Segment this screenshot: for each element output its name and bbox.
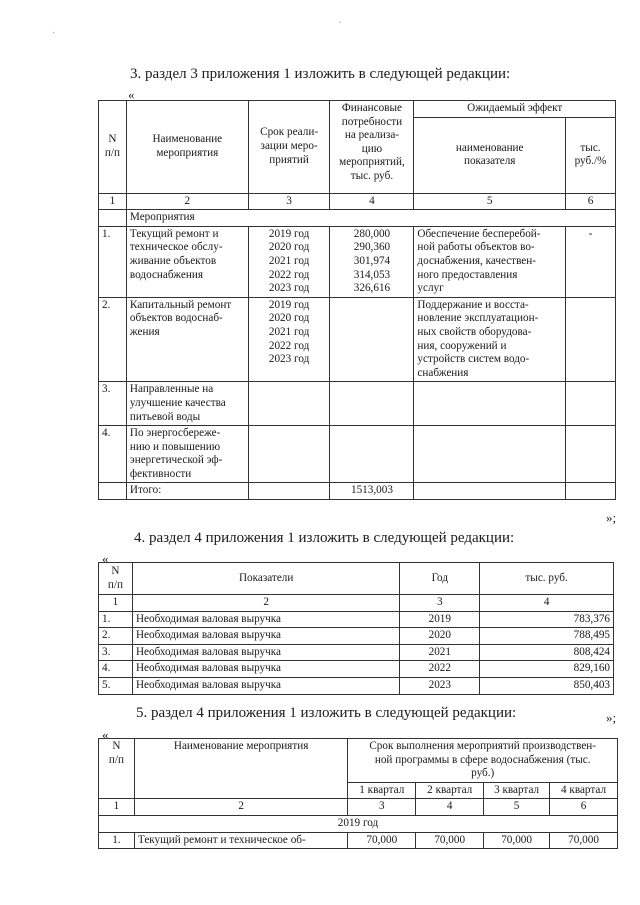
col-header-effect: Ожидаемый эффект <box>414 101 616 118</box>
row-num: 1. <box>99 611 133 628</box>
table-row <box>99 628 614 645</box>
col-header-indicator: Показатели <box>132 563 399 595</box>
row-effect <box>414 382 566 426</box>
table-row <box>99 611 614 628</box>
section5-heading: 5. раздел 4 приложения 1 изложить в следующей редакции: <box>136 705 517 721</box>
table-row <box>99 644 614 661</box>
row-value: 829,160 <box>480 661 614 678</box>
row-num: 3. <box>99 644 133 661</box>
section5-table <box>98 738 618 849</box>
row-indicator: Необходимая валовая выручка <box>132 628 399 645</box>
row-num: 3. <box>99 382 127 426</box>
section4-table <box>98 562 614 695</box>
section3-table <box>98 100 616 500</box>
row-name: Текущий ремонт и техническое обслу- живание объектов водоснабжения <box>126 226 248 297</box>
row-year: 2020 <box>400 628 480 645</box>
row-num: 1. <box>99 832 135 849</box>
col-number: 2 <box>132 595 399 612</box>
col-number: 3 <box>348 799 416 816</box>
total-label: Итого: <box>126 483 248 500</box>
col-header-num: N п/п <box>99 739 135 799</box>
year-row: 2019 год <box>99 815 618 832</box>
row-name: Текущий ремонт и техническое об- <box>134 832 347 849</box>
col-number: 4 <box>416 799 484 816</box>
section4-close-mark: »; <box>606 710 617 725</box>
col-header-effect-value: тыс. руб./% <box>566 117 616 193</box>
col-header-quarter: 1 квартал <box>348 782 416 799</box>
col-number: 4 <box>330 193 414 210</box>
row-name: Капитальный ремонт объектов водоснаб- жения <box>126 297 248 382</box>
row-finance <box>330 382 414 426</box>
section4-heading: 4. раздел 4 приложения 1 изложить в следующей редакции: <box>134 530 515 546</box>
section5-open-quote: « <box>102 727 109 742</box>
col-header-num: N п/п <box>99 563 133 595</box>
col-number: 6 <box>566 193 616 210</box>
row-years <box>248 382 330 426</box>
row-indicator: Необходимая валовая выручка <box>132 661 399 678</box>
row-indicator: Необходимая валовая выручка <box>132 677 399 694</box>
group-label: Мероприятия <box>126 210 615 227</box>
row-q2: 70,000 <box>416 832 484 849</box>
row-year: 2019 <box>400 611 480 628</box>
row-value: 808,424 <box>480 644 614 661</box>
col-number: 5 <box>414 193 566 210</box>
total-row <box>99 483 616 500</box>
row-q1: 70,000 <box>348 832 416 849</box>
col-header-num: N п/п <box>99 101 127 194</box>
row-q3: 70,000 <box>484 832 550 849</box>
section4-open-quote: « <box>102 551 109 566</box>
section3-close-mark: »; <box>606 510 617 525</box>
row-year: 2022 <box>400 661 480 678</box>
table-row <box>99 297 616 382</box>
row-finance <box>330 297 414 382</box>
row-value: 783,376 <box>480 611 614 628</box>
col-number: 1 <box>99 595 133 612</box>
section3-heading: 3. раздел 3 приложения 1 изложить в следующей редакции: <box>130 66 511 82</box>
col-number: 3 <box>400 595 480 612</box>
total-value: 1513,003 <box>330 483 414 500</box>
col-number: 3 <box>248 193 330 210</box>
col-header-effect-name: наименование показателя <box>414 117 566 193</box>
row-indicator: Необходимая валовая выручка <box>132 611 399 628</box>
row-value <box>566 382 616 426</box>
row-years: 2019 год 2020 год 2021 год 2022 год 2023 год <box>248 297 330 382</box>
row-num: 2. <box>99 628 133 645</box>
row-effect: Поддержание и восста- новление эксплуатацион- ных свойств оборудова- ния, сооружений и устройств систем водо- снабжения <box>414 297 566 382</box>
col-header-year: Год <box>400 563 480 595</box>
col-number: 1 <box>99 193 127 210</box>
col-header-quarter: 3 квартал <box>484 782 550 799</box>
row-finance: 280,000 290,360 301,974 314,053 326,616 <box>330 226 414 297</box>
col-number: 1 <box>99 799 135 816</box>
row-num: 4. <box>99 661 133 678</box>
row-year: 2023 <box>400 677 480 694</box>
row-value <box>566 297 616 382</box>
col-header-term: Срок выполнения мероприятий производствен- ной программы в сфере водоснабжения (тыс. руб.) <box>348 739 618 783</box>
col-header-value: тыс. руб. <box>480 563 614 595</box>
col-header-quarter: 4 квартал <box>550 782 618 799</box>
table-row <box>99 832 618 849</box>
col-header-name: Наименование мероприятия <box>126 101 248 194</box>
row-num: 4. <box>99 426 127 483</box>
col-number: 5 <box>484 799 550 816</box>
table-row <box>99 426 616 483</box>
row-finance <box>330 426 414 483</box>
row-value: - <box>566 226 616 297</box>
col-header-quarter: 2 квартал <box>416 782 484 799</box>
row-value: 850,403 <box>480 677 614 694</box>
col-number: 2 <box>126 193 248 210</box>
row-num: 1. <box>99 226 127 297</box>
col-number: 4 <box>480 595 614 612</box>
table-row <box>99 382 616 426</box>
row-year: 2021 <box>400 644 480 661</box>
row-effect: Обеспечение бесперебой- ной работы объектов во- доснабжения, качествен- ного предоставления услуг <box>414 226 566 297</box>
col-number: 6 <box>550 799 618 816</box>
col-number: 2 <box>134 799 347 816</box>
row-years: 2019 год 2020 год 2021 год 2022 год 2023 год <box>248 226 330 297</box>
row-effect <box>414 426 566 483</box>
row-indicator: Необходимая валовая выручка <box>132 644 399 661</box>
scan-speck: · <box>338 18 342 29</box>
row-name: По энергосбереже- нию и повышению энергетической эф- фективности <box>126 426 248 483</box>
row-value <box>566 426 616 483</box>
section3-open-quote: « <box>128 87 135 102</box>
row-num: 2. <box>99 297 127 382</box>
col-header-term: Срок реали- зации меро- приятий <box>248 101 330 194</box>
col-header-name: Наименование мероприятия <box>134 739 347 799</box>
row-value: 788,495 <box>480 628 614 645</box>
col-header-finance: Финансовые потребности на реализа- цию мероприятий, тыс. руб. <box>330 101 414 194</box>
row-num: 5. <box>99 677 133 694</box>
row-q4: 70,000 <box>550 832 618 849</box>
table-row <box>99 677 614 694</box>
row-years <box>248 426 330 483</box>
row-name: Направленные на улучшение качества питьевой воды <box>126 382 248 426</box>
table-row <box>99 661 614 678</box>
scan-speck: · <box>52 28 56 39</box>
table-row <box>99 226 616 297</box>
